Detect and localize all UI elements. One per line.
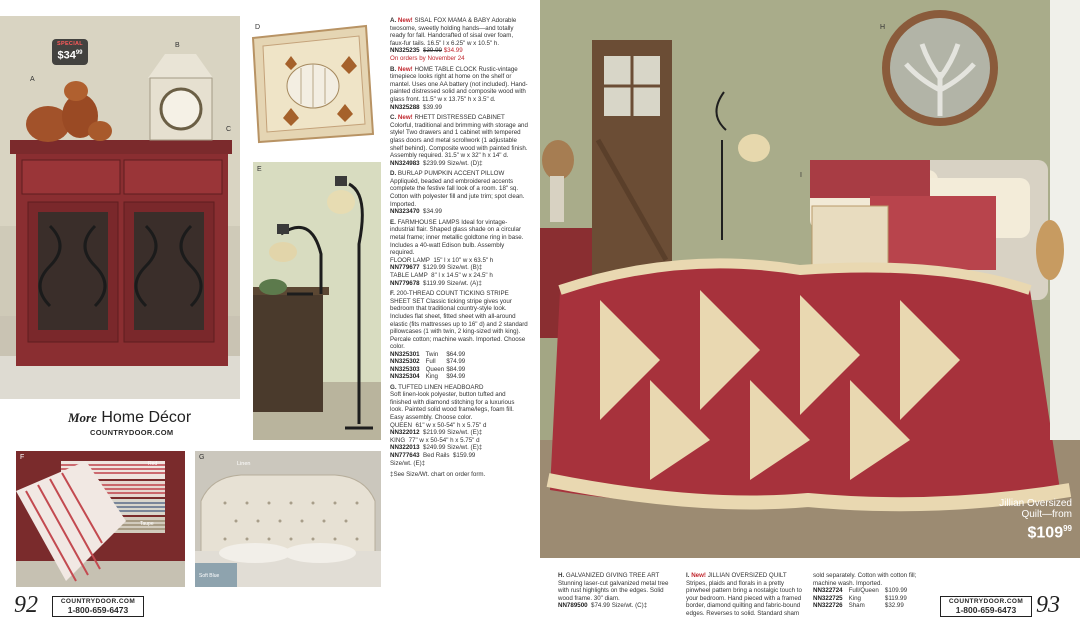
swatch-label-linen: Linen: [237, 461, 251, 467]
item-g: [390, 384, 528, 468]
tufted-headboard-photo: [195, 451, 381, 587]
item-f-desc: Classic ticking stripe gives your bedroom that traditional country-style look. Includes flat sheet, fitted sheet with all-around elastic (fits mattresses up to 16" d) and 2 standard pillowcases (1 with twin, 2 king-sized with king). Percale cotton; machine wash. Imported. Choose color.: [390, 297, 528, 351]
item-c-desc: Colorful, traditional and brimming with storage and style! Two drawers and 1 cabinet with tempered glass doors and metal scrollwork (1 adjustable shelf behind). Composite wood with painted finish. Assembly required. 31.5" w x 32" h x 14" d.: [390, 121, 528, 160]
item-d-price: $34.99: [423, 208, 442, 216]
item-b-desc: Rustic-vintage timepiece looks right at home on the shelf or mantel. Uses one AA battery (not included). Hand-painted distressed solid and composite wood with glass front. 11.5" w x 13.75" h x 3.5" d.: [390, 65, 528, 103]
item-i-price: $119.99: [884, 594, 907, 602]
item-b-title: HOME TABLE CLOCK: [414, 65, 477, 73]
photo-letter-b: B: [175, 42, 180, 49]
item-f-size: King: [425, 373, 438, 381]
brand-box-right: [940, 596, 1032, 617]
item-e-letter: E.: [390, 218, 396, 226]
photo-letter-e: E: [257, 166, 262, 173]
photo-letter-h: H: [880, 24, 886, 31]
item-f-price: $94.99: [446, 373, 466, 381]
bedroom-quilt-photo: [540, 0, 1080, 558]
item-g-title: TUFTED LINEN HEADBOARD: [398, 383, 484, 391]
item-c-letter: C.: [390, 114, 397, 122]
special-price: $34: [57, 49, 76, 62]
special-price-badge: [52, 39, 88, 65]
item-i-desc: Stripes, plaids and florals in a pretty pinwheel pattern bring a nostalgic touch to your bedroom. Hand pieced with a framed border, diamond quilting and fabric-bound edges. Reverses to solid. Standard sham: [686, 579, 802, 617]
item-e-floor-label: FLOOR LAMP: [390, 256, 430, 264]
more-home-decor-heading: [68, 409, 228, 437]
photo-letter-f: F: [20, 454, 25, 461]
item-h-title: GALVANIZED GIVING TREE ART: [565, 572, 660, 579]
item-i-letter: I.: [686, 572, 690, 579]
quilt-callout-cents: 99: [1063, 524, 1072, 533]
item-a-new: New!: [397, 17, 413, 24]
item-i-sku: NN322726: [813, 602, 843, 609]
item-a-desc: Adorable twosome, sweetly holding hands—and totally ready for fall. Handcrafted of sisal over foam, faux-fur tails. 16.5" l x 6.25" w x 10.5" h.: [390, 17, 517, 47]
ticking-sheets-photo: [16, 451, 185, 587]
item-e-table-extra: Size/wt. (A)‡: [446, 279, 482, 287]
brand-phone: 1-800-659-6473: [955, 605, 1017, 615]
item-a: [390, 17, 528, 63]
item-f-price: $84.99: [446, 365, 466, 373]
item-c-new: New!: [397, 114, 413, 122]
item-g-king-label: KING: [390, 436, 406, 444]
item-a-letter: A.: [390, 17, 397, 24]
item-i-sku: NN322725: [813, 594, 843, 602]
item-d-letter: D.: [390, 170, 397, 178]
item-e-title: FARMHOUSE LAMPS: [397, 218, 460, 226]
item-b-price: $39.99: [423, 103, 442, 111]
item-a-price: $34.99: [443, 47, 463, 55]
item-f-size: Queen: [425, 365, 445, 373]
item-c-title: RHETT DISTRESSED CABINET: [414, 114, 505, 122]
item-g-rails-label: Bed Rails: [423, 451, 450, 459]
photo-letter-c: C: [226, 126, 232, 133]
item-f-sku: NN325304: [390, 373, 420, 381]
item-g-rails-price: $159.99: [452, 451, 476, 459]
more-italic: More: [68, 410, 97, 425]
item-g-queen-dims: 61" w x 50-54" h x 5.75" d: [415, 421, 487, 429]
table-row: [813, 602, 907, 609]
item-d-sku: NN323470: [390, 208, 420, 216]
item-g-letter: G.: [390, 383, 397, 391]
item-i-size: Full/Queen: [848, 587, 879, 595]
special-label: SPECIAL: [57, 41, 83, 47]
page-number-right: 93: [1036, 592, 1060, 618]
farmhouse-lamps-photo: [253, 162, 381, 440]
swatch-label-taupe: Taupe: [140, 521, 154, 527]
item-d-title: BURLAP PUMPKIN ACCENT PILLOW: [397, 170, 505, 178]
item-a-title: SISAL FOX MAMA & BABY: [414, 17, 491, 24]
item-i-desc2: sold separately. Cotton with cotton fill; machine wash. Imported.: [813, 572, 917, 587]
item-c-sku: NN324983: [390, 159, 420, 167]
brand-box-left: [52, 596, 144, 617]
item-g-king-price: $249.99: [423, 444, 446, 452]
table-row: [390, 358, 465, 365]
brand-phone: 1-800-659-6473: [67, 605, 129, 615]
item-i-title: JILLIAN OVERSIZED QUILT: [707, 572, 787, 579]
item-i-sku: NN322724: [813, 587, 843, 595]
item-a-note: On orders by November 24: [390, 54, 465, 62]
item-h-letter: H.: [558, 572, 565, 579]
item-i-new: New!: [691, 572, 706, 579]
item-i-size: King: [848, 594, 861, 602]
item-b: [390, 66, 528, 112]
swatch-label-soft-blue: Soft Blue: [199, 573, 220, 579]
item-f-size: Full: [425, 358, 436, 366]
item-g-rails-extra: Size/wt. (E)‡: [390, 459, 426, 467]
pumpkin-pillow-photo: [241, 16, 381, 153]
item-c-price: $239.99: [423, 159, 446, 167]
item-a-sku: NN325235: [390, 47, 420, 55]
item-i-size: Sham: [848, 602, 865, 609]
item-g-queen-sku: NN322012: [390, 429, 420, 437]
item-i-price: $109.99: [884, 587, 908, 595]
special-price-cents: 99: [75, 50, 83, 56]
item-e-table-dims: 8" l x 14.5" w x 24.5" h: [431, 272, 493, 279]
photo-letter-g: G: [199, 454, 205, 461]
photo-letter-a: A: [30, 76, 35, 83]
photo-letter-i: I: [800, 172, 802, 179]
item-b-letter: B.: [390, 65, 397, 73]
item-f-title: 200-THREAD COUNT TICKING STRIPE SHEET SET: [390, 290, 509, 305]
item-b-new: New!: [397, 65, 413, 73]
table-row: [813, 587, 907, 594]
item-e-table-price: $119.99: [423, 279, 445, 287]
item-e-floor-price: $129.99: [423, 264, 446, 272]
item-i-price: $32.99: [884, 602, 904, 609]
item-g-desc: Soft linen-look polyester, button tufted and finished with diamond stitching for a luxurious look. Painted solid wood frame/legs, foam fill. Easy assembly. Choose color.: [390, 391, 515, 421]
item-h-extra: Size/wt. (C)‡: [611, 602, 648, 610]
item-h: [558, 572, 678, 610]
item-i-continued: [813, 572, 925, 609]
item-f-sku: NN325303: [390, 365, 420, 373]
item-g-queen-price: $219.99: [423, 429, 446, 437]
item-g-queen-extra: Size/wt. (E)‡: [447, 429, 483, 437]
more-title: Home Décor: [101, 409, 192, 426]
product-copy-column: [390, 17, 528, 479]
item-d-desc: Appliquéd, beaded and embroidered accents complete the festive fall look of a room. 18" sq. Cotton with polyester fill and jute trim; spot clean. Imported.: [390, 177, 525, 208]
table-row: [813, 595, 907, 602]
item-d: [390, 170, 528, 216]
item-e-desc: Ideal for vintage-industrial flair. Shaped glass shade on a circular metal frame; inner metallic goldtone ring in base. Includes a 40-watt Edison bulb. Assembly required.: [390, 218, 524, 257]
item-g-rails-sku: NN777643: [390, 451, 420, 459]
item-f-sku: NN325302: [390, 358, 420, 366]
quilt-price-callout: [999, 498, 1072, 541]
quilt-callout-from: Quilt—from: [1021, 509, 1072, 520]
item-f-letter: F.: [390, 290, 395, 298]
table-row: [390, 373, 465, 380]
item-h-sku: NN789500: [558, 602, 588, 610]
item-f-sku: NN325301: [390, 350, 420, 358]
item-e-floor-sku: NN779677: [390, 264, 420, 272]
item-f-price: $74.99: [446, 358, 466, 366]
item-e: [390, 219, 528, 287]
page-number-left: 92: [14, 592, 38, 618]
quilt-callout-name: Jillian Oversized: [999, 498, 1072, 509]
item-f-size: Twin: [425, 350, 439, 358]
item-f: [390, 290, 528, 380]
item-c-extra: Size/wt. (D)‡: [447, 159, 483, 167]
photo-letter-d: D: [255, 24, 261, 31]
item-b-sku: NN325288: [390, 103, 420, 111]
item-e-table-label: TABLE LAMP: [390, 272, 428, 279]
item-e-floor-extra: Size/wt. (B)‡: [447, 264, 483, 272]
item-g-queen-label: QUEEN: [390, 421, 413, 429]
item-h-desc: Stunning laser-cut galvanized metal tree with rust highlights on the edges. Solid wood frame. 30" diam.: [558, 579, 669, 602]
item-c: [390, 114, 528, 167]
swatch-label-red: Red: [148, 461, 158, 467]
item-a-old-price: $39.99: [423, 47, 442, 55]
item-e-floor-dims: 15" l x 10" w x 63.5" h: [433, 256, 494, 264]
more-site: COUNTRYDOOR.COM: [90, 428, 174, 437]
cabinet-photo: [0, 16, 240, 399]
table-row: [390, 351, 465, 358]
item-i: [686, 572, 806, 618]
item-e-table-sku: NN779678: [390, 279, 420, 287]
item-h-price: $74.99: [591, 602, 610, 610]
item-i-price-table: [813, 587, 907, 609]
table-row: [390, 366, 465, 373]
brand-site: COUNTRYDOOR.COM: [948, 598, 1024, 605]
item-f-price-table: [390, 351, 465, 381]
item-g-king-dims: 77" w x 50-54" h x 5.75" d: [408, 436, 480, 444]
brand-site: COUNTRYDOOR.COM: [60, 598, 136, 605]
quilt-callout-price: $109: [1027, 524, 1064, 542]
item-f-price: $64.99: [446, 350, 466, 358]
item-g-king-sku: NN322013: [390, 444, 420, 452]
item-g-king-extra: Size/wt. (E)‡: [447, 444, 483, 452]
size-weight-footnote: ‡See Size/Wt. chart on order form.: [390, 471, 486, 479]
